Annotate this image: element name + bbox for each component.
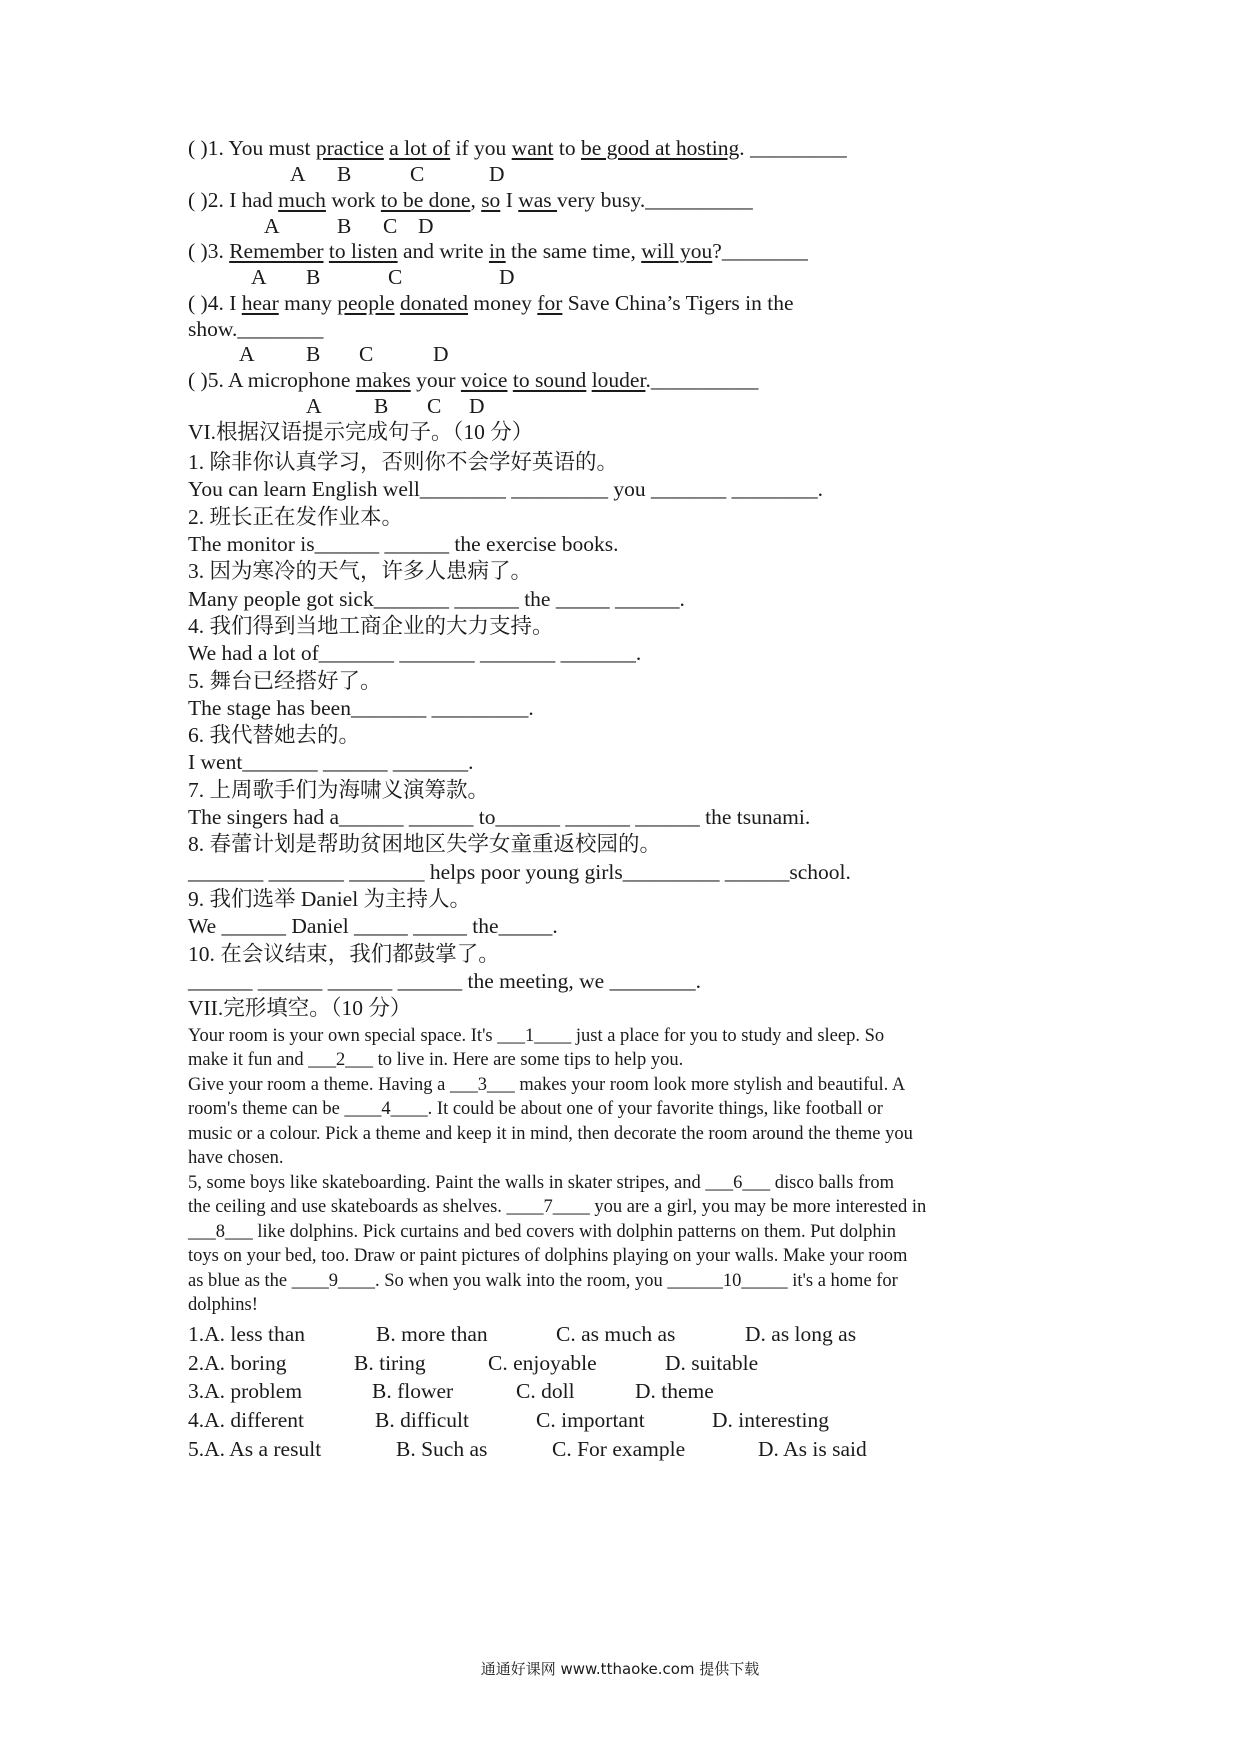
error-question-4: ( )4. I hear many people donated money for Save China’s Tigers in the — [188, 291, 794, 315]
error-question-1: ( )1. You must practice a lot of if you want to be good at hosting. _________ — [188, 136, 847, 160]
passage-line: make it fun and ___2___ to live in. Here are some tips to help you. — [188, 1050, 684, 1070]
passage-line: as blue as the ____9____. So when you walk into the room, you ______10_____ it's a home for — [188, 1271, 898, 1291]
passage-line: room's theme can be ____4____. It could be about one of your favorite things, like football or — [188, 1099, 883, 1119]
cloze-option: 2.A. boring — [188, 1351, 287, 1375]
error-question-3: ( )3. Remember to listen and write in the same time, will you?________ — [188, 239, 808, 263]
cloze-option: C. as much as — [556, 1322, 676, 1346]
translation-prompt: 4. 我们得到当地工商企业的大力支持。 — [188, 614, 554, 638]
translation-answer: We had a lot of_______ _______ _______ _______. — [188, 641, 642, 665]
translation-prompt: 3. 因为寒冷的天气，许多人患病了。 — [188, 559, 533, 583]
passage-line: 5, some boys like skateboarding. Paint the walls in skater stripes, and ___6___ disco balls from — [188, 1173, 894, 1193]
option-letter: D — [499, 265, 515, 289]
cloze-option: C. doll — [516, 1379, 575, 1403]
passage-line: dolphins! — [188, 1295, 258, 1315]
option-letter: A — [264, 214, 280, 238]
translation-prompt: 9. 我们选举 Daniel 为主持人。 — [188, 887, 472, 911]
cloze-option: B. more than — [376, 1322, 488, 1346]
cloze-option: 4.A. different — [188, 1408, 305, 1432]
option-letter: B — [337, 214, 352, 238]
translation-answer: I went_______ ______ _______. — [188, 750, 474, 774]
option-letter: A — [239, 342, 255, 366]
option-letter: D — [489, 162, 505, 186]
passage-line: toys on your bed, too. Draw or paint pictures of dolphins playing on your walls. Make your room — [188, 1246, 908, 1266]
option-letter: A — [306, 394, 322, 418]
cloze-option: D. suitable — [665, 1351, 759, 1375]
cloze-option: 1.A. less than — [188, 1322, 306, 1346]
translation-prompt: 6. 我代替她去的。 — [188, 723, 361, 747]
cloze-option: B. difficult — [375, 1408, 469, 1432]
option-letter: A — [290, 162, 306, 186]
translation-answer: ______ ______ ______ ______ the meeting, we ________. — [188, 969, 701, 993]
translation-prompt: 7. 上周歌手们为海啸义演筹款。 — [188, 778, 490, 802]
translation-prompt: 10. 在会议结束，我们都鼓掌了。 — [188, 942, 500, 966]
footer-watermark: 通通好课网 www.tthaoke.com 提供下载 — [480, 1660, 760, 1678]
cloze-option: C. enjoyable — [488, 1351, 597, 1375]
option-letter: B — [306, 265, 321, 289]
option-letter: B — [337, 162, 352, 186]
cloze-option: B. tiring — [354, 1351, 426, 1375]
error-question-4-cont: show.________ — [188, 317, 324, 341]
passage-line: Your room is your own special space. It's ___1____ just a place for you to study and sleep. So — [188, 1026, 885, 1046]
translation-answer: Many people got sick_______ ______ the _____ ______. — [188, 587, 685, 611]
cloze-option: B. Such as — [396, 1437, 488, 1461]
translation-answer: The singers had a______ ______ to______ ______ ______ the tsunami. — [188, 805, 811, 829]
translation-prompt: 1. 除非你认真学习，否则你不会学好英语的。 — [188, 450, 619, 474]
passage-line: Give your room a theme. Having a ___3___ makes your room look more stylish and beautiful. A — [188, 1075, 906, 1095]
option-letter: D — [418, 214, 434, 238]
section-heading-7: VII.完形填空。（10 分） — [188, 996, 412, 1020]
error-question-5: ( )5. A microphone makes your voice to sound louder.__________ — [188, 368, 759, 392]
translation-answer: The stage has been_______ _________. — [188, 696, 534, 720]
cloze-option: C. important — [536, 1408, 645, 1432]
option-letter: D — [433, 342, 449, 366]
option-letter: C — [359, 342, 374, 366]
option-letter: A — [251, 265, 267, 289]
cloze-option: C. For example — [552, 1437, 686, 1461]
passage-line: ___8___ like dolphins. Pick curtains and bed covers with dolphin patterns on them. Put dolphin — [188, 1222, 897, 1242]
option-letter: B — [374, 394, 389, 418]
option-letter: C — [427, 394, 442, 418]
section-heading-6: VI.根据汉语提示完成句子。（10 分） — [188, 420, 534, 444]
cloze-option: D. interesting — [712, 1408, 830, 1432]
error-question-2: ( )2. I had much work to be done, so I was very busy.__________ — [188, 188, 753, 212]
translation-answer: The monitor is______ ______ the exercise books. — [188, 532, 619, 556]
cloze-option: 5.A. As a result — [188, 1437, 322, 1461]
option-letter: D — [469, 394, 485, 418]
passage-line: the ceiling and use skateboards as shelves. ____7____ you are a girl, you may be more interested in — [188, 1197, 927, 1217]
cloze-option: 3.A. problem — [188, 1379, 303, 1403]
cloze-option: B. flower — [372, 1379, 454, 1403]
translation-answer: We ______ Daniel _____ _____ the_____. — [188, 914, 558, 938]
translation-prompt: 8. 春蕾计划是帮助贫困地区失学女童重返校园的。 — [188, 832, 662, 856]
passage-line: have chosen. — [188, 1148, 284, 1168]
cloze-option: D. as long as — [745, 1322, 857, 1346]
option-letter: C — [388, 265, 403, 289]
translation-prompt: 5. 舞台已经搭好了。 — [188, 669, 382, 693]
option-letter: C — [410, 162, 425, 186]
translation-answer: _______ _______ _______ helps poor young girls_________ ______school. — [188, 860, 851, 884]
cloze-option: D. theme — [635, 1379, 714, 1403]
option-letter: C — [383, 214, 398, 238]
option-letter: B — [306, 342, 321, 366]
cloze-option: D. As is said — [758, 1437, 867, 1461]
translation-prompt: 2. 班长正在发作业本。 — [188, 505, 404, 529]
translation-answer: You can learn English well________ _________ you _______ ________. — [188, 477, 824, 501]
passage-line: music or a colour. Pick a theme and keep it in mind, then decorate the room around the theme you — [188, 1124, 913, 1144]
